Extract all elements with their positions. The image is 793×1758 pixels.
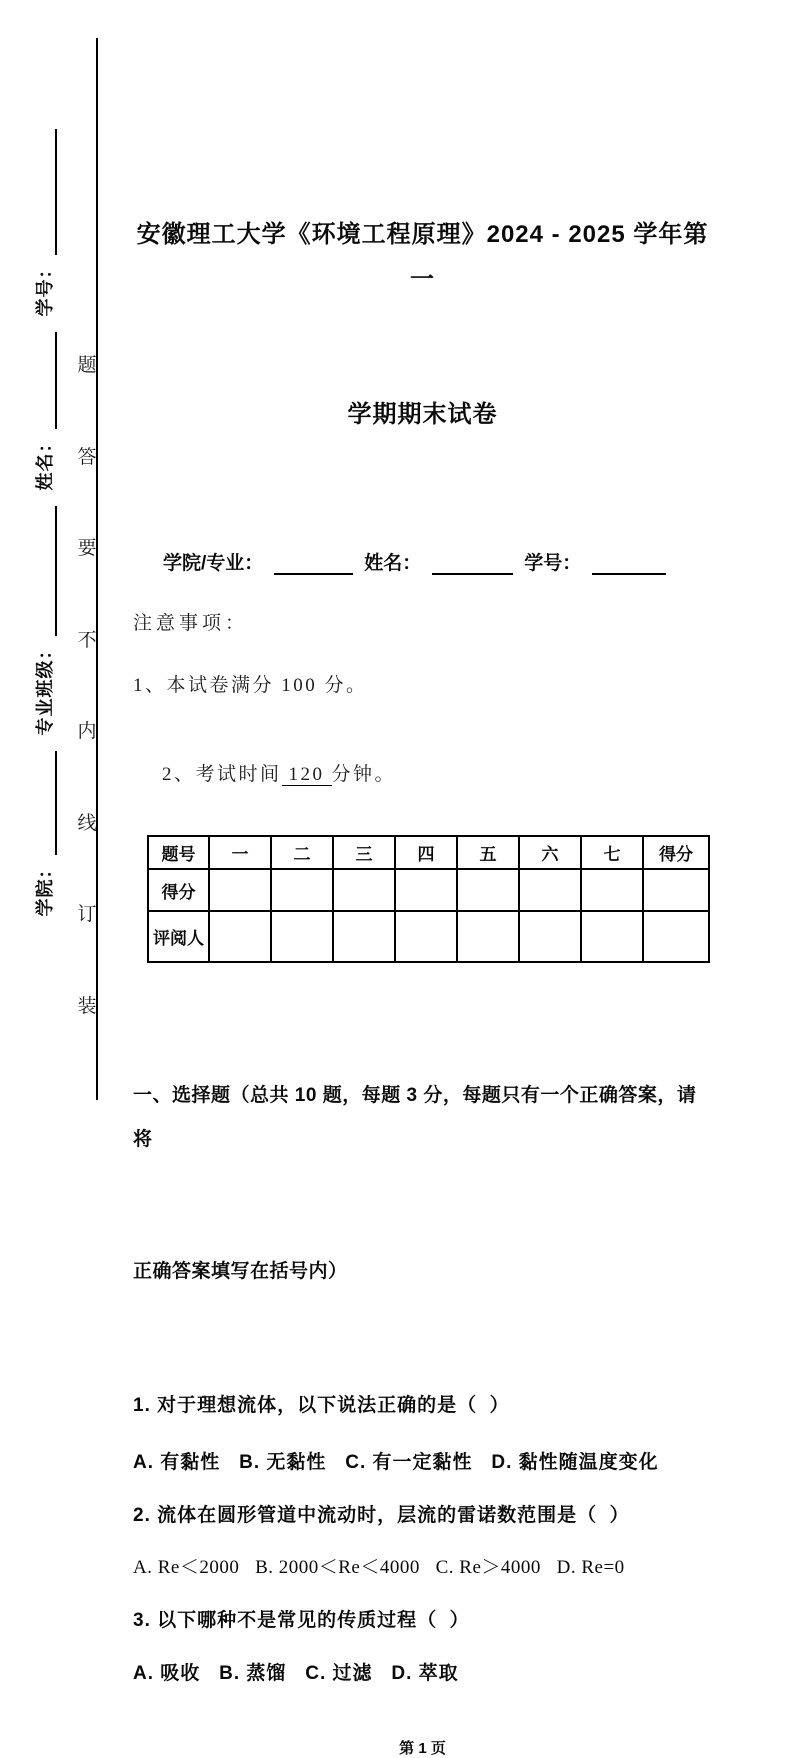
- marker-cell: [209, 911, 271, 962]
- score-cell: [209, 869, 271, 911]
- field-name-label: 姓名：: [364, 553, 422, 574]
- question-3-text: 3. 以下哪种不是常见的传质过程（ ）: [133, 1610, 470, 1631]
- side-field-id-label: 学号：: [35, 259, 55, 317]
- score-table-header-cell: 四: [395, 836, 457, 869]
- question-3-options: A. 吸收 B. 蒸馏 C. 过滤 D. 萃取: [133, 1663, 459, 1684]
- score-table-header-cell: 五: [457, 836, 519, 869]
- question-1-text: 1. 对于理想流体，以下说法正确的是（ ）: [133, 1395, 510, 1416]
- marker-cell: [581, 911, 643, 962]
- score-cell: [643, 869, 709, 911]
- score-table: [147, 835, 710, 963]
- exam-title-line2: 学期期末试卷: [347, 401, 498, 428]
- seal-char: 要: [77, 538, 97, 560]
- notice-heading: 注意事项：: [133, 613, 249, 634]
- score-cell: [457, 869, 519, 911]
- score-cell: [519, 869, 581, 911]
- marker-cell: [271, 911, 333, 962]
- marker-cell: [519, 911, 581, 962]
- score-table-header-row: [148, 836, 709, 869]
- notice-item-2-post: 分钟。: [331, 764, 397, 785]
- seal-char: 题: [77, 355, 97, 376]
- score-table-header-cell: 得分: [643, 836, 709, 869]
- score-cell: [395, 869, 457, 911]
- score-table-header-cell: 六: [519, 836, 581, 869]
- notice-item-2-pre: 2、考试时间: [162, 764, 282, 785]
- field-id-blank: [592, 558, 666, 575]
- field-name-blank: [432, 558, 513, 575]
- score-cell: [271, 869, 333, 911]
- side-field-id-blank: [40, 130, 57, 256]
- score-cell: [581, 869, 643, 911]
- score-table-header-cell: 一: [209, 836, 271, 869]
- section-1-heading-line1: 一、选择题（总共 10 题，每题 3 分，每题只有一个正确答案，请将: [133, 1085, 697, 1150]
- notice-item-2: [133, 739, 712, 811]
- marker-cell: [333, 911, 395, 962]
- exam-paper: [133, 0, 712, 1758]
- score-table-header-cell: 三: [333, 836, 395, 869]
- seal-char: 内: [77, 721, 97, 743]
- exam-duration-value: 120: [282, 764, 332, 786]
- page-number: 第 1 页: [399, 1740, 446, 1757]
- section-1-heading-line2: 正确答案填写在括号内）: [133, 1261, 348, 1282]
- side-field-name-blank: [40, 333, 57, 430]
- student-info-row: [133, 548, 712, 575]
- marker-cell: [457, 911, 519, 962]
- field-major-blank: [274, 558, 353, 575]
- side-field-college-label: 学院：: [35, 859, 55, 917]
- section-1-heading: [133, 986, 712, 1382]
- score-table-marker-row: [148, 911, 709, 962]
- side-field-name-label: 姓名：: [35, 433, 55, 491]
- score-table-score-row: [148, 869, 709, 911]
- side-field-name: [31, 333, 57, 491]
- marker-cell: [643, 911, 709, 962]
- marker-row-label: 评阅人: [148, 911, 209, 962]
- field-major-label: 学院/专业：: [163, 553, 264, 574]
- field-id-label: 学号：: [524, 553, 582, 574]
- marker-cell: [395, 911, 457, 962]
- side-field-class-blank: [40, 507, 57, 637]
- score-cell: [333, 869, 395, 911]
- side-field-college: [31, 752, 57, 917]
- question-2-options: A. Re＜2000 B. 2000＜Re＜4000 C. Re＞4000 D. Re=0: [133, 1557, 625, 1578]
- seal-char: 不: [77, 629, 97, 651]
- side-field-id: [31, 130, 57, 317]
- score-table-header-cell: 二: [271, 836, 333, 869]
- seal-text-column: [75, 350, 99, 1018]
- question-1-options: A. 有黏性 B. 无黏性 C. 有一定黏性 D. 黏性随温度变化: [133, 1452, 659, 1473]
- seal-char: 装: [77, 995, 97, 1017]
- seal-char: 线: [77, 812, 97, 834]
- binding-student-info: [27, 133, 57, 917]
- side-field-college-blank: [40, 752, 57, 856]
- exam-title: [133, 122, 712, 527]
- score-table-header-cell: 题号: [148, 836, 209, 869]
- seal-char: 订: [77, 904, 97, 926]
- side-field-class-label: 专业班级：: [35, 640, 55, 736]
- seal-char: 答: [77, 446, 97, 468]
- exam-title-line1: 安徽理工大学《环境工程原理》2024 - 2025 学年第一: [136, 221, 709, 293]
- score-row-label: 得分: [148, 869, 209, 911]
- side-field-class: [31, 507, 57, 736]
- score-table-header-cell: 七: [581, 836, 643, 869]
- notice-item-1: 1、本试卷满分 100 分。: [133, 675, 368, 696]
- question-2-text: 2. 流体在圆形管道中流动时，层流的雷诺数范围是（ ）: [133, 1505, 630, 1526]
